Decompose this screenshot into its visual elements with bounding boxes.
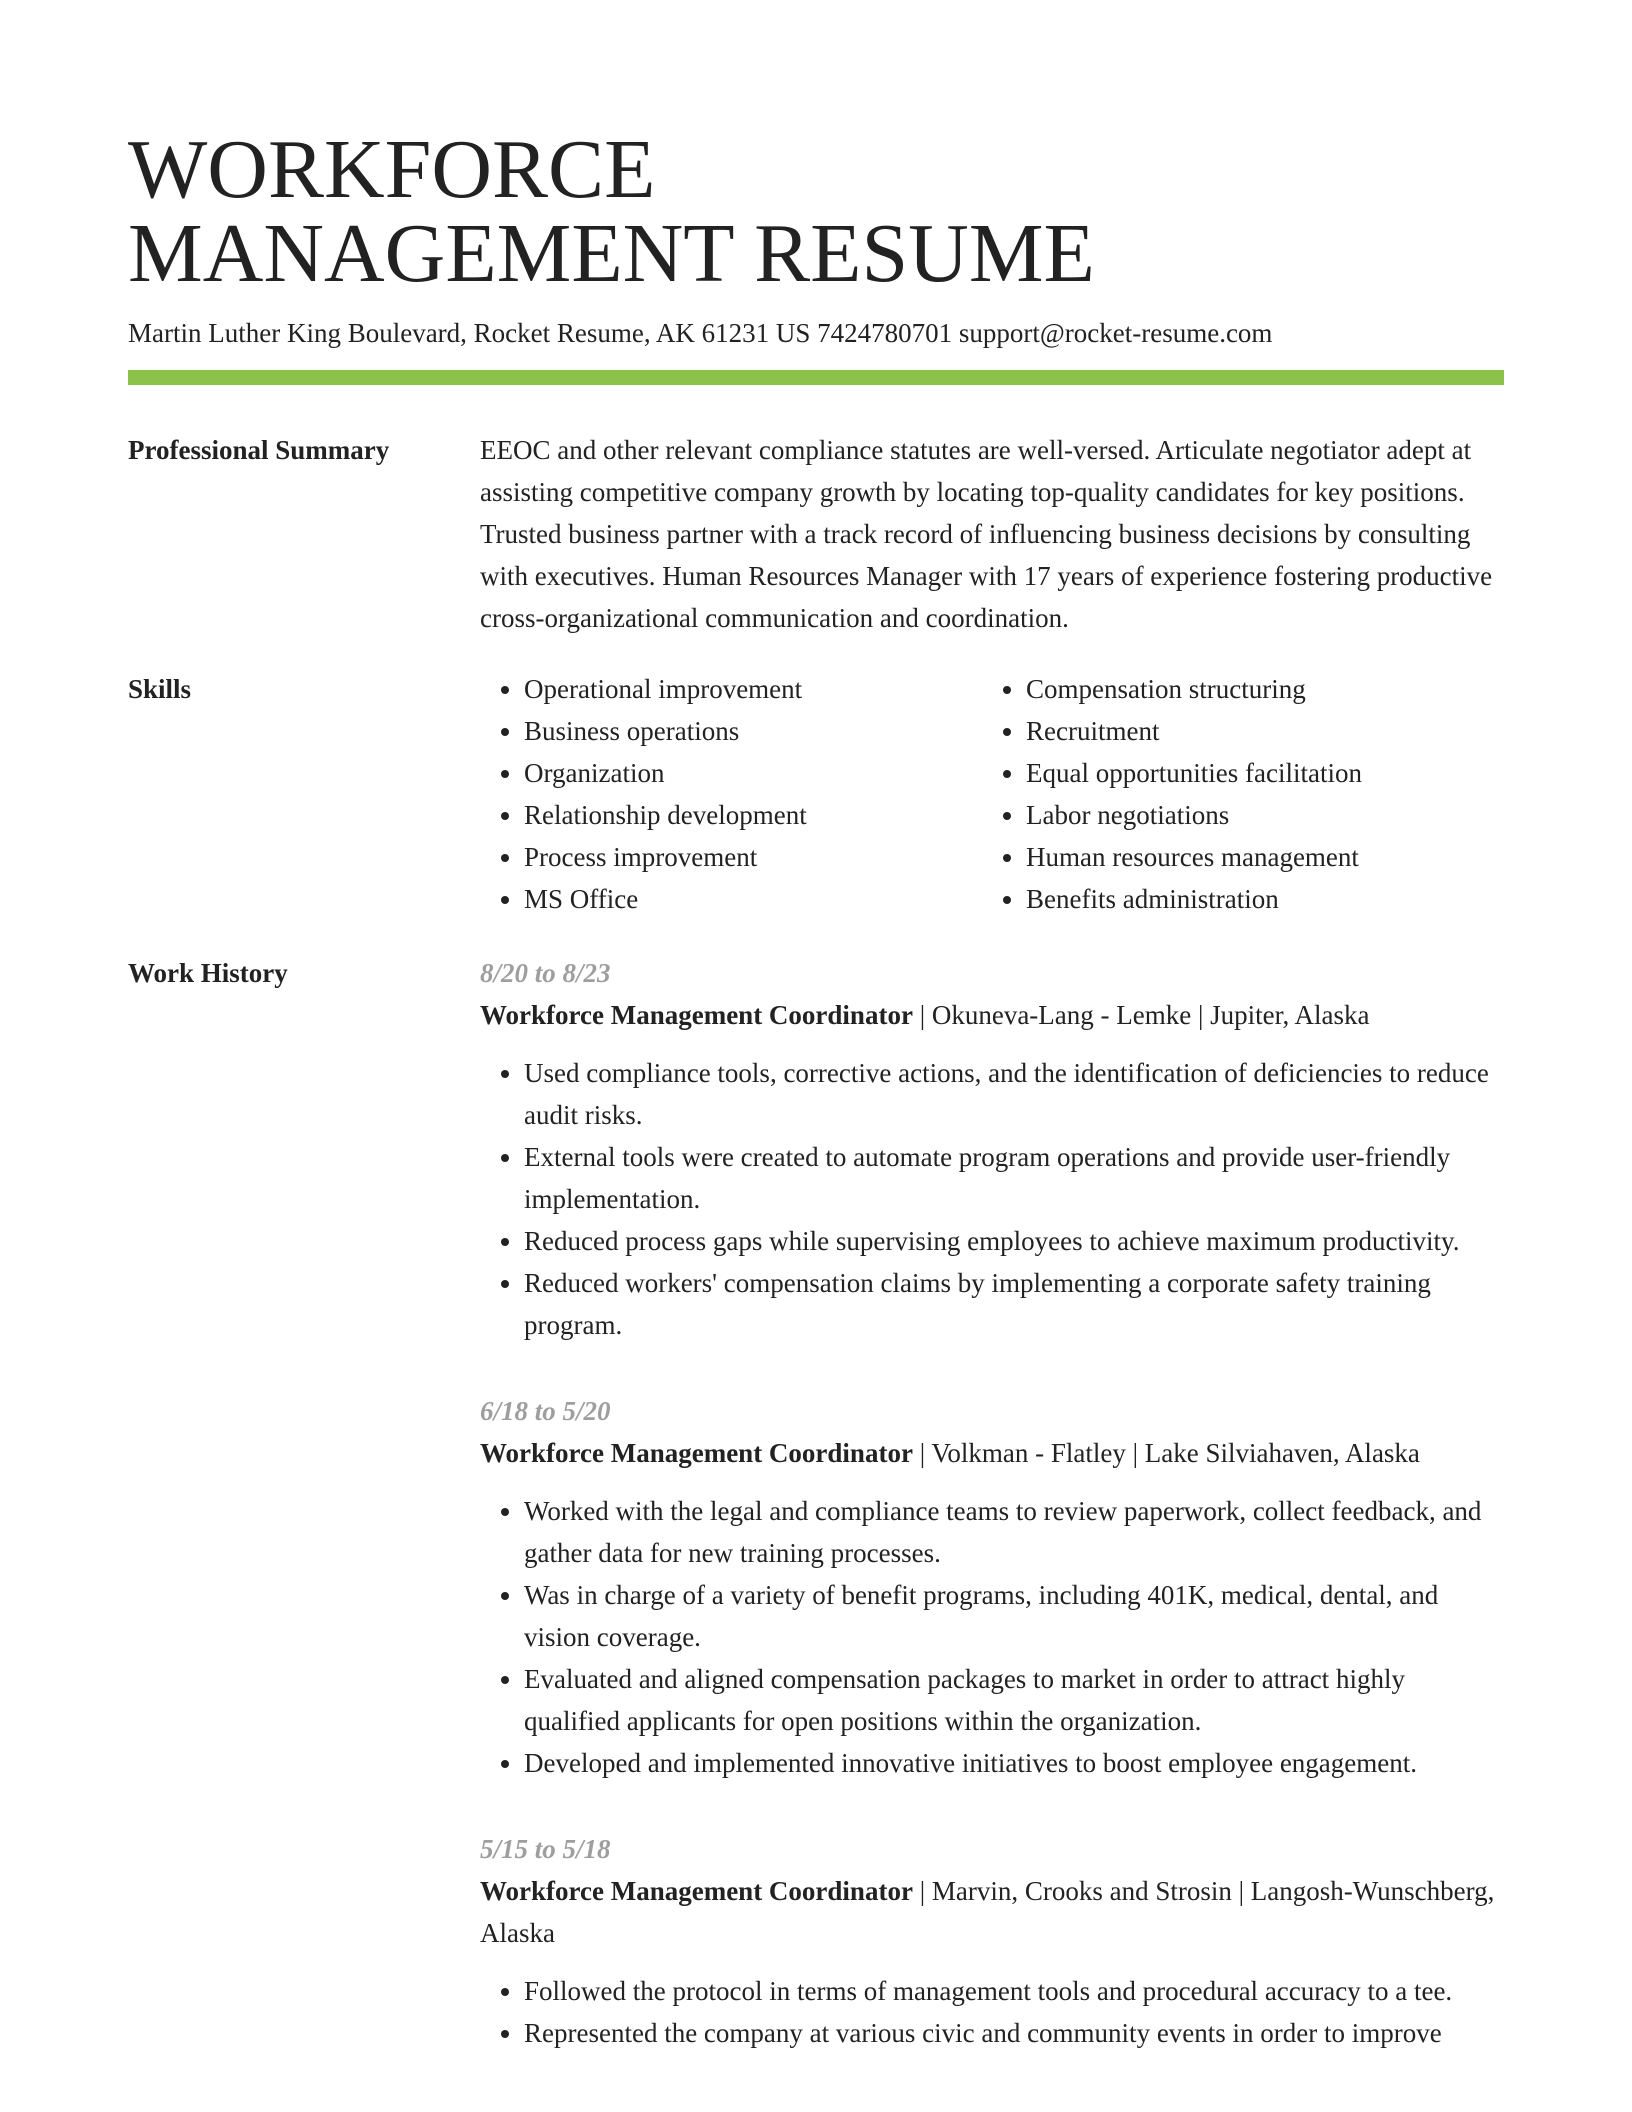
job-bullet: • Followed the protocol in terms of management tools and procedural accuracy to a tee.: [524, 1970, 1504, 2012]
work-history-label: Work History: [128, 958, 288, 988]
job-heading: [480, 994, 1504, 1036]
job-company-location: | Okuneva-Lang - Lemke | Jupiter, Alaska: [912, 1000, 1370, 1030]
job-bullet: • Developed and implemented innovative initiatives to boost employee engagement.: [524, 1742, 1504, 1784]
job-bullets: [480, 1490, 1504, 1784]
job-entry: [480, 1828, 1504, 2054]
skills-section: [480, 668, 1504, 920]
resume-title: [128, 123, 1095, 300]
skills-label: Skills: [128, 674, 192, 704]
job-bullet: • Reduced workers' compensation claims by implementing a corporate safety training program.: [524, 1262, 1504, 1346]
job-bullet: • Was in charge of a variety of benefit programs, including 401K, medical, dental, and vision coverage.: [524, 1574, 1504, 1658]
skill-item: • Benefits administration: [1026, 878, 1504, 920]
skill-item: • Human resources management: [1026, 836, 1504, 878]
job-company-location: | Volkman - Flatley | Lake Silviahaven, Alaska: [912, 1438, 1420, 1468]
job-company-location: | Marvin, Crooks and Strosin | Langosh-Wunschberg, Alaska: [480, 1876, 1495, 1948]
job-dates: 5/15 to 5/18: [480, 1834, 611, 1864]
job-bullet: • Reduced process gaps while supervising employees to achieve maximum productivity.: [524, 1220, 1504, 1262]
skill-item: • Organization: [524, 752, 982, 794]
job-entry: [480, 952, 1504, 1346]
job-title: Workforce Management Coordinator: [480, 1000, 913, 1030]
skills-list-right: [982, 668, 1504, 920]
summary-text: EEOC and other relevant compliance statutes are well-versed. Articulate negotiator adept at assisting competitive company growth by locating top-quality candidates for key positions. Trusted business partner with a track record of influencing business decisions by consulting with executives. Human Resources Manager with 17 years of experience fostering productive cross-organizational communication and coordination.: [480, 435, 1493, 633]
job-entry: [480, 1390, 1504, 1784]
skill-item: • Relationship development: [524, 794, 982, 836]
summary-section: [480, 429, 1504, 639]
job-bullet: • Evaluated and aligned compensation packages to market in order to attract highly qualified applicants for open positions within the organization.: [524, 1658, 1504, 1742]
skill-item: • MS Office: [524, 878, 982, 920]
job-heading: [480, 1870, 1504, 1954]
job-bullets: [480, 1052, 1504, 1346]
accent-divider: [128, 370, 1504, 385]
job-dates: 8/20 to 8/23: [480, 958, 611, 988]
job-title: Workforce Management Coordinator: [480, 1876, 913, 1906]
summary-label: Professional Summary: [128, 435, 390, 465]
title-line-2: MANAGEMENT RESUME: [128, 207, 1095, 300]
job-bullet: • Worked with the legal and compliance teams to review paperwork, collect feedback, and gather data for new training processes.: [524, 1490, 1504, 1574]
contact-line: Martin Luther King Boulevard, Rocket Resume, AK 61231 US 7424780701 support@rocket-resume.com: [128, 318, 1273, 348]
skill-item: • Operational improvement: [524, 668, 982, 710]
skill-item: • Business operations: [524, 710, 982, 752]
job-bullets: [480, 1970, 1504, 2054]
skill-item: • Equal opportunities facilitation: [1026, 752, 1504, 794]
skill-item: • Recruitment: [1026, 710, 1504, 752]
job-bullet: • Represented the company at various civic and community events in order to improve: [524, 2012, 1504, 2054]
job-heading: [480, 1432, 1504, 1474]
skill-item: • Labor negotiations: [1026, 794, 1504, 836]
job-bullet: • External tools were created to automate program operations and provide user-friendly implementation.: [524, 1136, 1504, 1220]
work-history-section: [480, 952, 1504, 2098]
skills-list-left: [480, 668, 982, 920]
job-dates: 6/18 to 5/20: [480, 1396, 611, 1426]
title-line-1: WORKFORCE: [128, 123, 656, 216]
job-bullet: • Used compliance tools, corrective actions, and the identification of deficiencies to reduce audit risks.: [524, 1052, 1504, 1136]
job-title: Workforce Management Coordinator: [480, 1438, 913, 1468]
skill-item: • Process improvement: [524, 836, 982, 878]
skills-columns: [480, 668, 1504, 920]
skill-item: • Compensation structuring: [1026, 668, 1504, 710]
